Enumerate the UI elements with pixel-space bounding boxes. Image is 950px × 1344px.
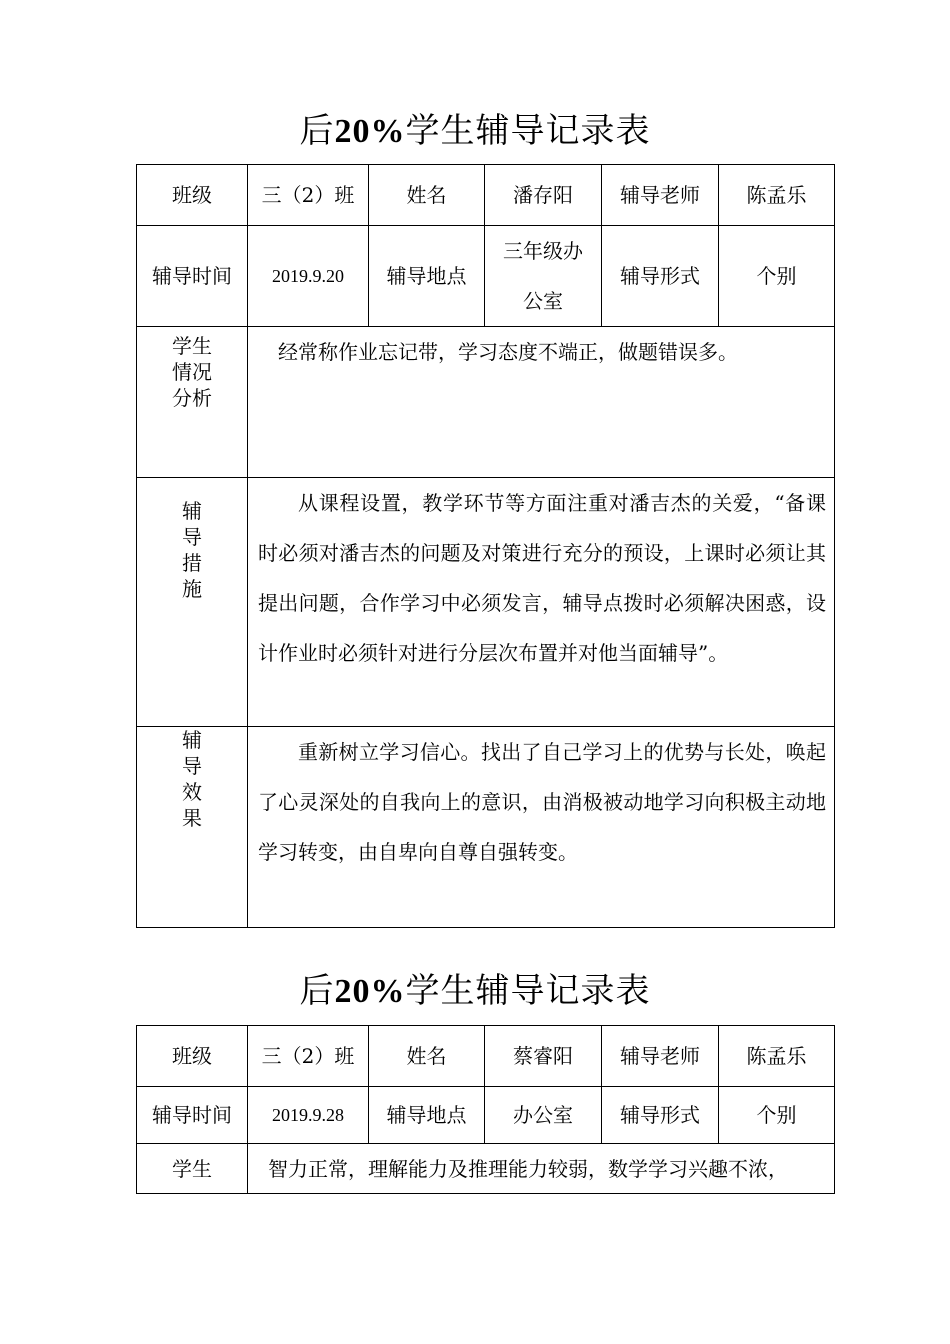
teacher-label: 辅导老师 [602, 1026, 719, 1087]
name-label: 姓名 [369, 1026, 485, 1087]
place-value: 办公室 [485, 1087, 602, 1144]
form-value: 个别 [719, 1087, 835, 1144]
record-title: 后20%学生辅导记录表 [299, 971, 651, 1011]
effect-label: 辅 导 效 果 [137, 727, 248, 928]
measures-text: 从课程设置，教学环节等方面注重对潘吉杰的关爱，“备课时必须对潘吉杰的问题及对策进行充分的预设，上课时必须让其提出问题，合作学习中必须发言，辅导点拨时必须解决困惑，设计作业时必须针对进行分层次布置并对他当面辅导”。 [248, 478, 835, 727]
name-value: 潘存阳 [485, 165, 602, 226]
place-label: 辅导地点 [369, 1087, 485, 1144]
analysis-text: 经常称作业忘记带，学习态度不端正，做题错误多。 [248, 327, 835, 478]
time-label: 辅导时间 [137, 1087, 248, 1144]
class-value: 三（2）班 [248, 1026, 369, 1087]
record-table [136, 1025, 835, 1194]
class-value: 三（2）班 [248, 165, 369, 226]
record-table [136, 164, 835, 928]
analysis-text: 智力正常，理解能力及推理能力较弱，数学学习兴趣不浓， [248, 1144, 835, 1194]
name-label: 姓名 [369, 165, 485, 226]
time-value: 2019.9.20 [248, 226, 369, 327]
form-value: 个别 [719, 226, 835, 327]
place-label: 辅导地点 [369, 226, 485, 327]
record-title: 后20%学生辅导记录表 [299, 111, 651, 151]
teacher-label: 辅导老师 [602, 165, 719, 226]
form-label: 辅导形式 [602, 226, 719, 327]
analysis-label: 学生 [137, 1144, 248, 1194]
effect-text: 重新树立学习信心。找出了自己学习上的优势与长处，唤起了心灵深处的自我向上的意识，由消极被动地学习向积极主动地学习转变，由自卑向自尊自强转变。 [248, 727, 835, 928]
analysis-label: 学生 情况 分析 [137, 327, 248, 478]
class-label: 班级 [137, 165, 248, 226]
name-value: 蔡睿阳 [485, 1026, 602, 1087]
teacher-value: 陈孟乐 [719, 165, 835, 226]
measures-label: 辅 导 措 施 [137, 478, 248, 727]
teacher-value: 陈孟乐 [719, 1026, 835, 1087]
form-label: 辅导形式 [602, 1087, 719, 1144]
place-value: 三年级办 公室 [485, 226, 602, 327]
time-value: 2019.9.28 [248, 1087, 369, 1144]
time-label: 辅导时间 [137, 226, 248, 327]
class-label: 班级 [137, 1026, 248, 1087]
